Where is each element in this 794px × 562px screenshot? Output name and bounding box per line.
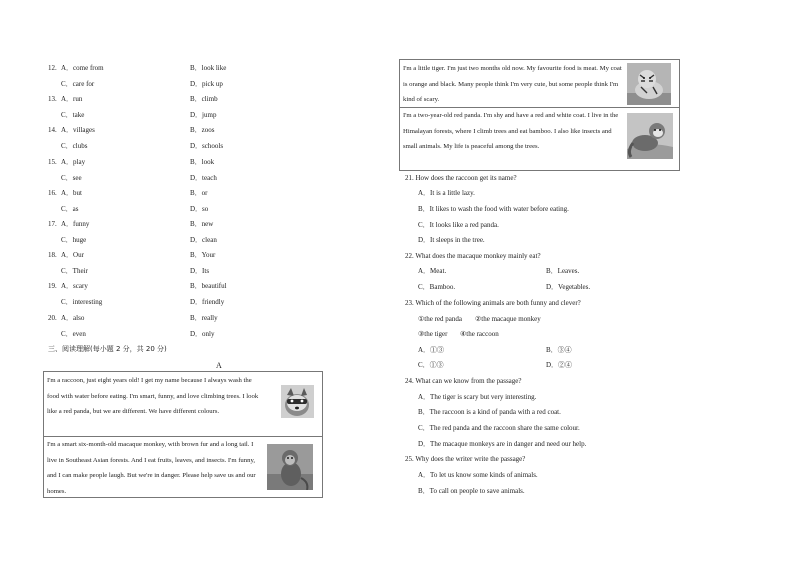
option-a: A．funny [61,220,90,228]
option-b: B．The raccoon is a kind of panda with a red coat. [418,408,561,416]
passage-box-left [43,371,323,498]
question-number: 20. [48,314,57,322]
question-22-stem: 22. What does the macaque monkey mainly eat? [405,252,541,260]
option-b: B．really [190,314,218,322]
tiger-passage: I'm a little tiger. I'm just two months old now. My favourite food is meat. My coat is orange and black. Many people think I'm very cute, but some people think I'm kind of scary. [403,65,622,103]
option-b: B．look like [190,64,227,72]
option-c: C．huge [61,236,87,244]
option-a: A．To let us know some kinds of animals. [418,471,538,479]
option-c: C．The red panda and the raccoon share the same colour. [418,424,580,432]
option-d: D．②④ [546,361,573,369]
option-c: C．even [61,330,86,338]
option-c: C．as [61,205,79,213]
option-d: D．teach [190,174,217,182]
question-number: 13. [48,95,57,103]
question-number: 15. [48,158,57,166]
macaque-passage: I'm a smart six-month-old macaque monkey, with brown fur and a long tail. I live in Southeast Asian forests. And I eat fruits, leaves, and insects. I'm funny, and I can make people laugh. But we're in danger. Please help save us and our homes. [47,441,256,495]
option-b: B．climb [190,95,218,103]
passage-box-right [399,59,680,171]
question-number: 17. [48,220,57,228]
option-c: C．care for [61,80,95,88]
option-b: B．Leaves. [546,267,580,275]
item-3: ③the tiger [418,330,448,338]
option-a: A．It is a little lazy. [418,189,475,197]
option-b: B．To call on people to save animals. [418,487,525,495]
option-a: A．The tiger is scary but very interesting. [418,393,537,401]
item-4: ④the raccoon [460,330,499,338]
raccoon-image [281,385,314,418]
question-number: 12. [48,64,57,72]
option-b: B．beautiful [190,282,227,290]
option-a: A．①③ [418,346,445,354]
question-number: 16. [48,189,57,197]
raccoon-passage: I'm a raccoon, just eight years old! I get my name because I always wash the food with water before eating. I'm smart, funny, and love climbing trees. I look like a red panda, but we are different. We have different colours. [47,377,259,415]
option-a: A．run [61,95,83,103]
option-c: C．Their [61,267,88,275]
option-d: D．The macaque monkeys are in danger and need our help. [418,440,587,448]
item-1: ①the red panda [418,315,462,323]
option-c: C．see [61,174,82,182]
option-a: A．scary [61,282,88,290]
option-b: B．Your [190,251,216,259]
option-b: B．new [190,220,214,228]
option-a: A．Our [61,251,84,259]
tiger-image [627,63,671,105]
red-panda-passage: I'm a two-year-old red panda. I'm shy and have a red and white coat. I live in the Himalayan forests, where I climb trees and eat bamboo. I also like insects and small animals. My life is peaceful among the trees. [403,112,619,150]
option-d: D．friendly [190,298,225,306]
option-b: B．③④ [546,346,572,354]
option-c: C．take [61,111,85,119]
option-c: C．interesting [61,298,103,306]
item-2: ②the macaque monkey [475,315,541,323]
option-c: C．It looks like a red panda. [418,221,499,229]
option-a: A．villages [61,126,95,134]
option-a: A．but [61,189,82,197]
red-panda-image [627,113,673,159]
option-d: D．Its [190,267,210,275]
option-b: B．look [190,158,215,166]
option-a: A．Meat. [418,267,447,275]
option-c: C．Bamboo. [418,283,456,291]
section-title: 三、阅读理解(每小题 2 分，共 20 分) [48,345,167,353]
option-b: B．It likes to wash the food with water before eating. [418,205,569,213]
option-a: A．also [61,314,85,322]
question-24-stem: 24. What can we know from the passage? [405,377,522,385]
question-21-stem: 21. How does the raccoon get its name? [405,174,517,182]
option-d: D．so [190,205,209,213]
question-number: 14. [48,126,57,134]
option-d: D．Vegetables. [546,283,591,291]
passage-label: A [216,361,222,370]
question-number: 19. [48,282,57,290]
option-d: D．schools [190,142,224,150]
question-23-stem: 23. Which of the following animals are both funny and clever? [405,299,581,307]
option-a: A．come from [61,64,104,72]
option-c: C．①③ [418,361,444,369]
option-d: D．jump [190,111,217,119]
option-c: C．clubs [61,142,88,150]
option-b: B．or [190,189,208,197]
question-number: 18. [48,251,57,259]
option-d: D．It sleeps in the tree. [418,236,485,244]
option-d: D．pick up [190,80,223,88]
option-d: D．only [190,330,215,338]
macaque-image [267,444,313,490]
option-b: B．zoos [190,126,215,134]
question-25-stem: 25. Why does the writer write the passage? [405,455,526,463]
option-a: A．play [61,158,86,166]
option-d: D．clean [190,236,217,244]
